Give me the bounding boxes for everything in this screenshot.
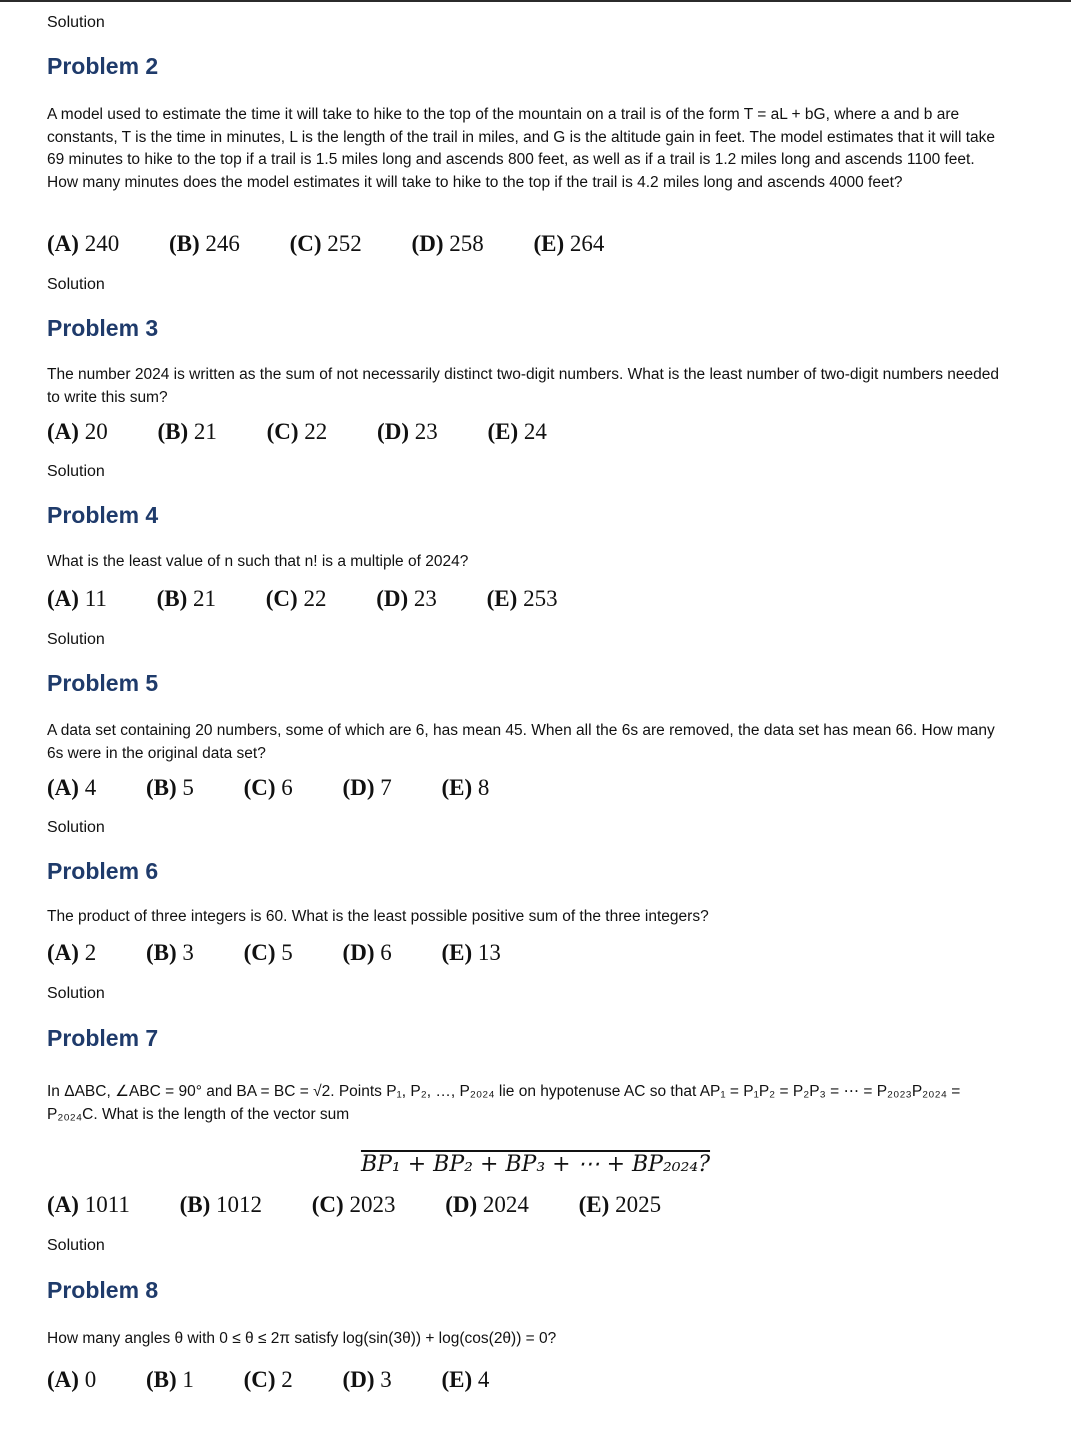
- solution-link[interactable]: Solution: [47, 276, 105, 293]
- choice-b: (B) 1012: [179, 1192, 263, 1217]
- problem-2-title: Problem 2: [47, 53, 159, 79]
- choice-c: (C) 5: [243, 940, 293, 965]
- problem-7-title: Problem 7: [47, 1025, 159, 1051]
- choice-b: (B) 5: [145, 775, 194, 800]
- problem-2-text: A model used to estimate the time it will take to hike to the top of the mountain on a trail is of the form T = aL + bG, where a and b are constants, T is the time in minutes, L is the length of the trail in miles, and G is the altitude gain in feet. The model estimates that it will take 69 minutes to hike to the top if a trail is 1.5 miles long and ascends 800 feet, as well as if a trail is 1.2 miles long and ascends 1100 feet. How many minutes does the model estimates it will take to hike to the top if the trail is 4.2 miles long and ascends 4000 feet?: [47, 106, 995, 191]
- problem-8-choices: [47, 1367, 489, 1393]
- choice-b: (B) 21: [157, 419, 217, 444]
- problem-4-choices: [47, 586, 558, 612]
- choice-d: (D) 258: [411, 231, 484, 256]
- problem-8-text: How many angles θ with 0 ≤ θ ≤ 2π satisfy log(sin(3θ)) + log(cos(2θ)) = 0?: [47, 1330, 557, 1347]
- solution-link[interactable]: Solution: [47, 985, 105, 1002]
- choice-c: (C) 6: [243, 775, 293, 800]
- choice-b: (B) 1: [145, 1367, 194, 1392]
- solution-link[interactable]: Solution: [47, 819, 105, 836]
- problem-2-choices: [47, 231, 604, 257]
- choice-e: (E) 2025: [578, 1192, 662, 1217]
- solution-link[interactable]: Solution: [47, 631, 105, 648]
- choice-a: (A) 2: [47, 940, 97, 965]
- problem-6-text: The product of three integers is 60. What is the least possible positive sum of the three integers?: [47, 908, 709, 925]
- choice-a: (A) 11: [47, 586, 107, 611]
- vector-sum-expression: BP₁ + BP₂ + BP₃ + ⋯ + BP₂₀₂₄?: [360, 1152, 711, 1177]
- choice-a: (A) 4: [47, 775, 97, 800]
- choice-e: (E) 13: [441, 940, 501, 965]
- choice-e: (E) 24: [487, 419, 547, 444]
- solution-link[interactable]: Solution: [47, 463, 105, 480]
- choice-d: (D) 6: [342, 940, 392, 965]
- choice-b: (B) 21: [156, 586, 217, 611]
- choice-b: (B) 246: [168, 231, 240, 256]
- choice-a: (A) 20: [47, 419, 108, 444]
- choice-e: (E) 253: [486, 586, 558, 611]
- choice-e: (E) 8: [441, 775, 490, 800]
- problem-8-title: Problem 8: [47, 1277, 159, 1303]
- choice-c: (C) 2: [243, 1367, 293, 1392]
- choice-d: (D) 2024: [445, 1192, 529, 1217]
- choice-a: (A) 240: [47, 231, 120, 256]
- problem-7-choices: [47, 1192, 661, 1218]
- problem-5-title: Problem 5: [47, 670, 159, 696]
- choice-d: (D) 3: [342, 1367, 392, 1392]
- choice-e: (E) 264: [533, 231, 605, 256]
- choice-a: (A) 1011: [47, 1192, 130, 1217]
- choice-d: (D) 23: [376, 586, 437, 611]
- problem-5-choices: [47, 775, 489, 801]
- choice-d: (D) 7: [342, 775, 392, 800]
- choice-c: (C) 2023: [311, 1192, 396, 1217]
- choice-c: (C) 252: [289, 231, 362, 256]
- problem-4-title: Problem 4: [47, 502, 159, 528]
- choice-d: (D) 23: [377, 419, 438, 444]
- choice-e: (E) 4: [441, 1367, 490, 1392]
- problem-5-text: A data set containing 20 numbers, some of which are 6, has mean 45. When all the 6s are removed, the data set has mean 66. How many 6s were in the original data set?: [47, 722, 995, 762]
- solution-link[interactable]: Solution: [47, 1237, 105, 1254]
- problem-6-title: Problem 6: [47, 858, 159, 884]
- choice-c: (C) 22: [266, 419, 328, 444]
- choice-b: (B) 3: [145, 940, 194, 965]
- problem-6-choices: [47, 940, 501, 966]
- choice-c: (C) 22: [265, 586, 327, 611]
- problem-3-title: Problem 3: [47, 315, 159, 341]
- choice-a: (A) 0: [47, 1367, 97, 1392]
- solution-link[interactable]: Solution: [47, 14, 105, 31]
- problem-3-choices: [47, 419, 547, 445]
- problem-7-text: In ΔABC, ∠ABC = 90° and BA = BC = √2. Points P₁, P₂, …, P₂₀₂₄ lie on hypotenuse AC so that AP₁ = P₁P₂ = P₂P₃ = ⋯ = P₂₀₂₃P₂₀₂₄ = P₂₀₂₄C. What is the length of the vector sum: [47, 1083, 961, 1123]
- problem-4-text: What is the least value of n such that n! is a multiple of 2024?: [47, 553, 469, 570]
- problem-3-text: The number 2024 is written as the sum of not necessarily distinct two-digit numbers. What is the least number of two-digit numbers needed to write this sum?: [47, 366, 999, 406]
- top-divider: [0, 0, 1071, 2]
